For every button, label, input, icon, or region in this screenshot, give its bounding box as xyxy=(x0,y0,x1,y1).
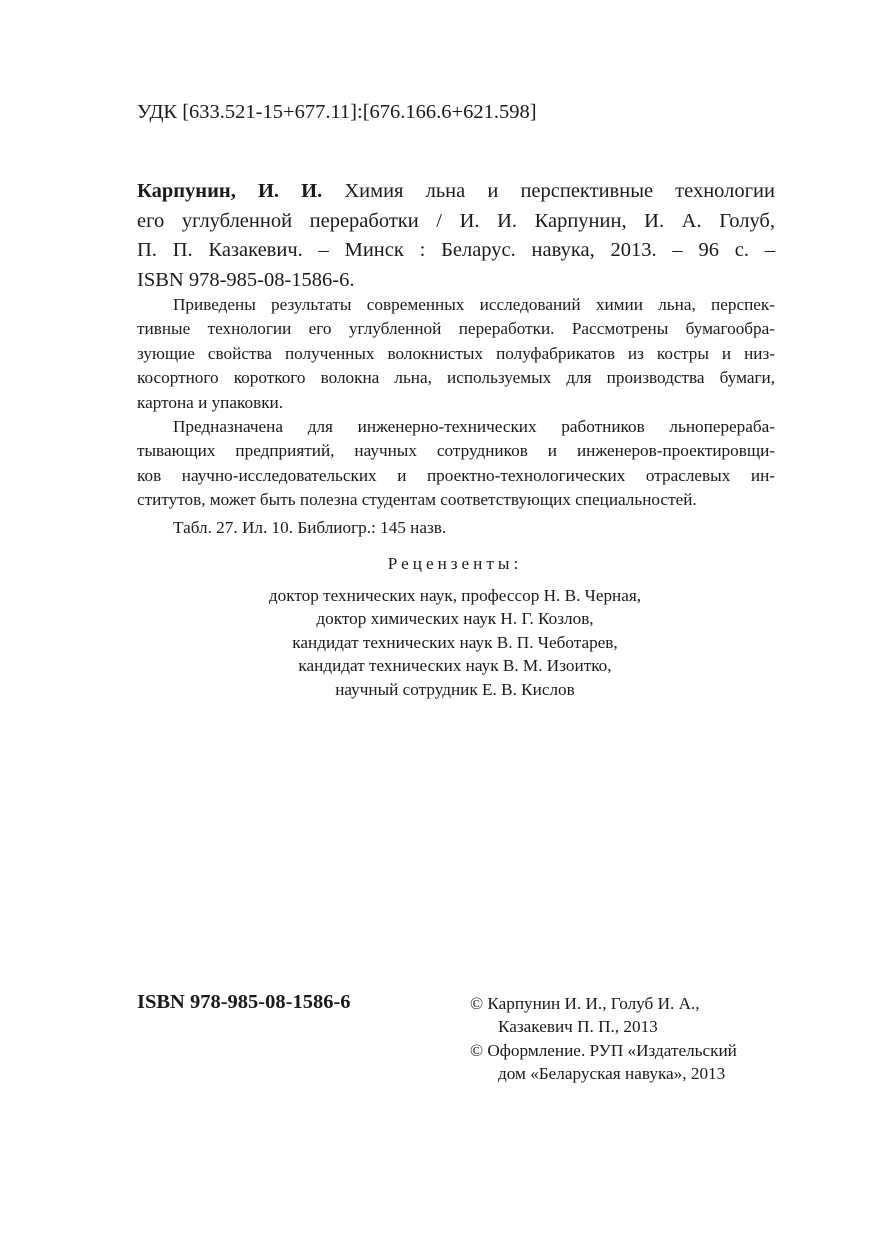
reviewer: доктор технических наук, профессор Н. В. Черная, xyxy=(268,586,642,605)
reviewer: доктор химических наук Н. Г. Козлов, xyxy=(316,609,594,629)
copyright-line: Казакевич П. П., 2013 xyxy=(498,1017,658,1037)
annotation-line: Предназначена для инженерно-технических работников льноперераба- xyxy=(173,416,775,436)
bib-line-3: П. П. Казакевич. – Минск : Беларус. навука, 2013. – 96 с. – xyxy=(137,239,775,262)
annotation xyxy=(137,293,775,540)
udk-code: УДК [633.521-15+677.11]:[676.166.6+621.598] xyxy=(137,101,537,123)
copyright-line: © Карпунин И. И., Голуб И. А., xyxy=(470,994,700,1013)
isbn: ISBN 978-985-08-1586-6 xyxy=(137,991,351,1013)
reviewer: кандидат технических наук В. П. Чеботарев, xyxy=(292,632,618,652)
copyright-block xyxy=(470,992,737,1086)
annotation-line: зующие свойства полученных волокнистых полуфабрикатов из костры и низ- xyxy=(137,343,775,363)
bib-line-4: ISBN 978-985-08-1586-6. xyxy=(137,268,355,291)
reviewers-heading: Рецензенты: xyxy=(387,554,523,573)
annotation-line: картона и упаковки. xyxy=(137,392,284,412)
tables-figures-count: Табл. 27. Ил. 10. Библиогр.: 145 назв. xyxy=(173,517,447,537)
reviewer: научный сотрудник Е. В. Кислов xyxy=(335,679,575,699)
reviewers-list xyxy=(0,584,875,701)
reviewer: кандидат технических наук В. М. Изоитко, xyxy=(298,656,612,676)
annotation-line: косортного короткого волокна льна, используемых для производства бумаги, xyxy=(137,368,775,388)
annotation-line: Приведены результаты современных исследований химии льна, перспек- xyxy=(173,295,775,314)
annotation-line: ков научно-исследовательских и проектно-технологических отраслевых ин- xyxy=(137,465,775,485)
bibliographic-record xyxy=(137,177,775,295)
copyright-line: дом «Беларуская навука», 2013 xyxy=(498,1064,726,1084)
book-title: Химия льна и перспективные технологии xyxy=(322,180,775,202)
annotation-line: тивные технологии его углубленной переработки. Рассмотрены бумагообра- xyxy=(137,319,775,339)
author-name: Карпунин, И. И. xyxy=(137,180,323,202)
bib-line-2: его углубленной переработки / И. И. Карпунин, И. А. Голуб, xyxy=(137,209,775,232)
annotation-line: ститутов, может быть полезна студентам соответствующих специальностей. xyxy=(137,490,697,510)
bib-line-1 xyxy=(137,177,775,207)
copyright-line: © Оформление. РУП «Издательский xyxy=(470,1040,737,1060)
annotation-line: тывающих предприятий, научных сотрудников и инженеров-проектировщи- xyxy=(137,441,775,461)
